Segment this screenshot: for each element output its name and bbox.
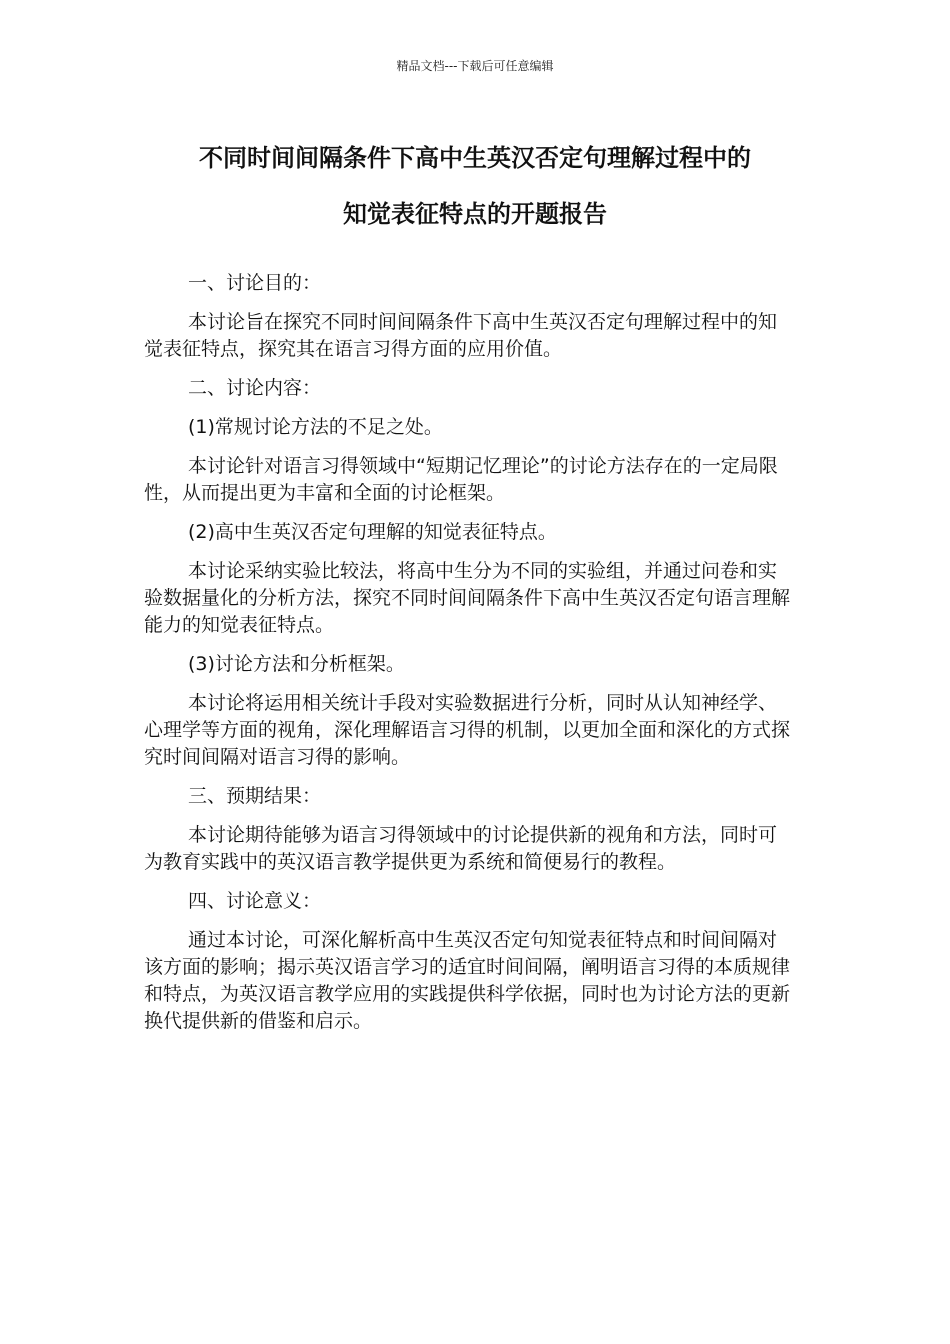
paragraph-significance: 通过本讨论，可深化解析高中生英汉否定句知觉表征特点和时间间隔对该方面的影响；揭示英汉语言学习的适宜时间间隔，阐明语言习得的本质规律和特点，为英汉语言教学应用的实践提供科学依据，同时也为讨论方法的更新换代提供新的借鉴和启示。: [144, 929, 791, 1032]
subheading-1: (1)常规讨论方法的不足之处。: [188, 416, 443, 438]
paragraph-content-1: 本讨论针对语言习得领域中“短期记忆理论”的讨论方法存在的一定局限性，从而提出更为丰富和全面的讨论框架。: [144, 455, 778, 504]
section-heading-purpose: 一、讨论目的：: [188, 272, 322, 294]
subheading-3: (3)讨论方法和分析框架。: [188, 653, 405, 675]
paragraph-content-3: 本讨论将运用相关统计手段对实验数据进行分析，同时从认知神经学、心理学等方面的视角，深化理解语言习得的机制，以更加全面和深化的方式探究时间间隔对语言习得的影响。: [144, 692, 791, 768]
title-line-1: 不同时间间隔条件下高中生英汉否定句理解过程中的: [199, 144, 751, 172]
paragraph-content-2: 本讨论采纳实验比较法，将高中生分为不同的实验组，并通过问卷和实验数据量化的分析方法，探究不同时间间隔条件下高中生英汉否定句语言理解能力的知觉表征特点。: [144, 560, 791, 636]
section-heading-results: 三、预期结果：: [188, 785, 322, 807]
header-note: 精品文档---下载后可任意编辑: [396, 59, 554, 73]
document-body: [144, 270, 794, 1047]
document-title: [130, 130, 820, 242]
section-heading-significance: 四、讨论意义：: [188, 890, 322, 912]
title-line-2: 知觉表征特点的开题报告: [343, 200, 607, 228]
paragraph-purpose: 本讨论旨在探究不同时间间隔条件下高中生英汉否定句理解过程中的知觉表征特点，探究其在语言习得方面的应用价值。: [144, 311, 778, 360]
paragraph-results: 本讨论期待能够为语言习得领域中的讨论提供新的视角和方法，同时可为教育实践中的英汉语言教学提供更为系统和简便易行的教程。: [144, 824, 778, 873]
subheading-2: (2)高中生英汉否定句理解的知觉表征特点。: [188, 521, 557, 543]
section-heading-content: 二、讨论内容：: [188, 377, 322, 399]
